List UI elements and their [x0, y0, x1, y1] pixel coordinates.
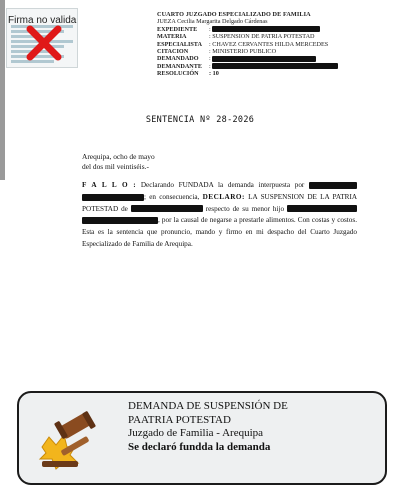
banner-line-3: Juzgado de Familia - Arequipa: [128, 427, 264, 439]
header-key: EXPEDIENTE: [157, 25, 198, 33]
redacted-block: [212, 26, 320, 32]
left-edge-bar: [0, 0, 5, 180]
header-key: MATERIA: [157, 33, 187, 41]
stamp-title: Firma no valida: [8, 15, 77, 26]
redacted-block: [309, 182, 357, 189]
redacted-block: [287, 205, 357, 212]
ruling-paragraph: [82, 180, 357, 251]
invalid-x-icon: [26, 25, 62, 61]
digital-signature-stamp: [6, 8, 78, 68]
header-row-resolucion: [157, 70, 338, 77]
fallo-text-5: , por la causal de negarse a prestarle alimentos. Con costas y costos. Esta es la sentencia que pronuncio, mando y firmo en mi despacho del Cuarto Juzgado Especializado de Familia de Arequipa.: [82, 216, 357, 248]
fallo-text-1: Declarando FUNDADA la demanda interpuesta por: [140, 181, 305, 189]
sentence-title: SENTENCIA Nº 28-2026: [145, 115, 255, 125]
date-line-2: del dos mil veintiséis.-: [82, 162, 149, 171]
redacted-block: [82, 194, 144, 201]
redacted-block: [82, 217, 158, 224]
redacted-block: [212, 63, 338, 69]
header-value: :: [209, 62, 211, 70]
header-row-demandado: [157, 55, 338, 62]
declaro-label: DECLARO:: [202, 192, 245, 201]
banner-line-4: Se declaró fundda la demanda: [128, 440, 271, 453]
header-key: DEMANDADO: [157, 55, 199, 63]
date-line-1: Arequipa, ocho de mayo: [82, 152, 155, 161]
header-key: CITACION: [157, 48, 189, 56]
date-line: [82, 152, 155, 172]
fallo-text-3: LA SUSPENSION DE LA PATRIA POTESTAD de: [82, 192, 358, 213]
header-key: DEMANDANTE: [157, 62, 203, 70]
header-value: :: [209, 55, 211, 63]
header-row-materia: [157, 33, 338, 40]
banner-text: [128, 400, 288, 454]
header-key: ESPECIALISTA: [157, 40, 202, 48]
redacted-block: [212, 56, 316, 62]
header-key: RESOLUCIÓN: [157, 70, 199, 78]
header-value: :: [209, 25, 211, 33]
header-value: : 10: [209, 70, 219, 78]
court-name: CUARTO JUZGADO ESPECIALIZADO DE FAMILIA: [157, 11, 311, 18]
banner-line-2: PAATRIA POTESTAD: [128, 413, 231, 426]
header-row-expediente: [157, 26, 338, 33]
case-header: [157, 11, 338, 78]
header-row-citacion: [157, 48, 338, 55]
header-row-especialista: [157, 41, 338, 48]
judge-name: JUEZA Cecilia Margarita Delgado Cárdenas: [157, 18, 268, 26]
fallo-text-4: respecto de su menor hijo: [205, 204, 285, 213]
gavel-icon: [34, 407, 104, 472]
header-value: : SUSPENSION DE PATRIA POTESTAD: [209, 33, 315, 41]
fallo-label: F A L L O :: [82, 181, 137, 189]
banner-line-1: DEMANDA DE SUSPENSIÓN DE: [128, 400, 288, 412]
header-value: : CHAVEZ CERVANTES HILDA MERCEDES: [209, 40, 329, 48]
header-value: : MINISTERIO PUBLICO: [209, 48, 277, 56]
fallo-text-2: ; en consecuencia,: [144, 192, 200, 201]
redacted-block: [131, 205, 203, 212]
